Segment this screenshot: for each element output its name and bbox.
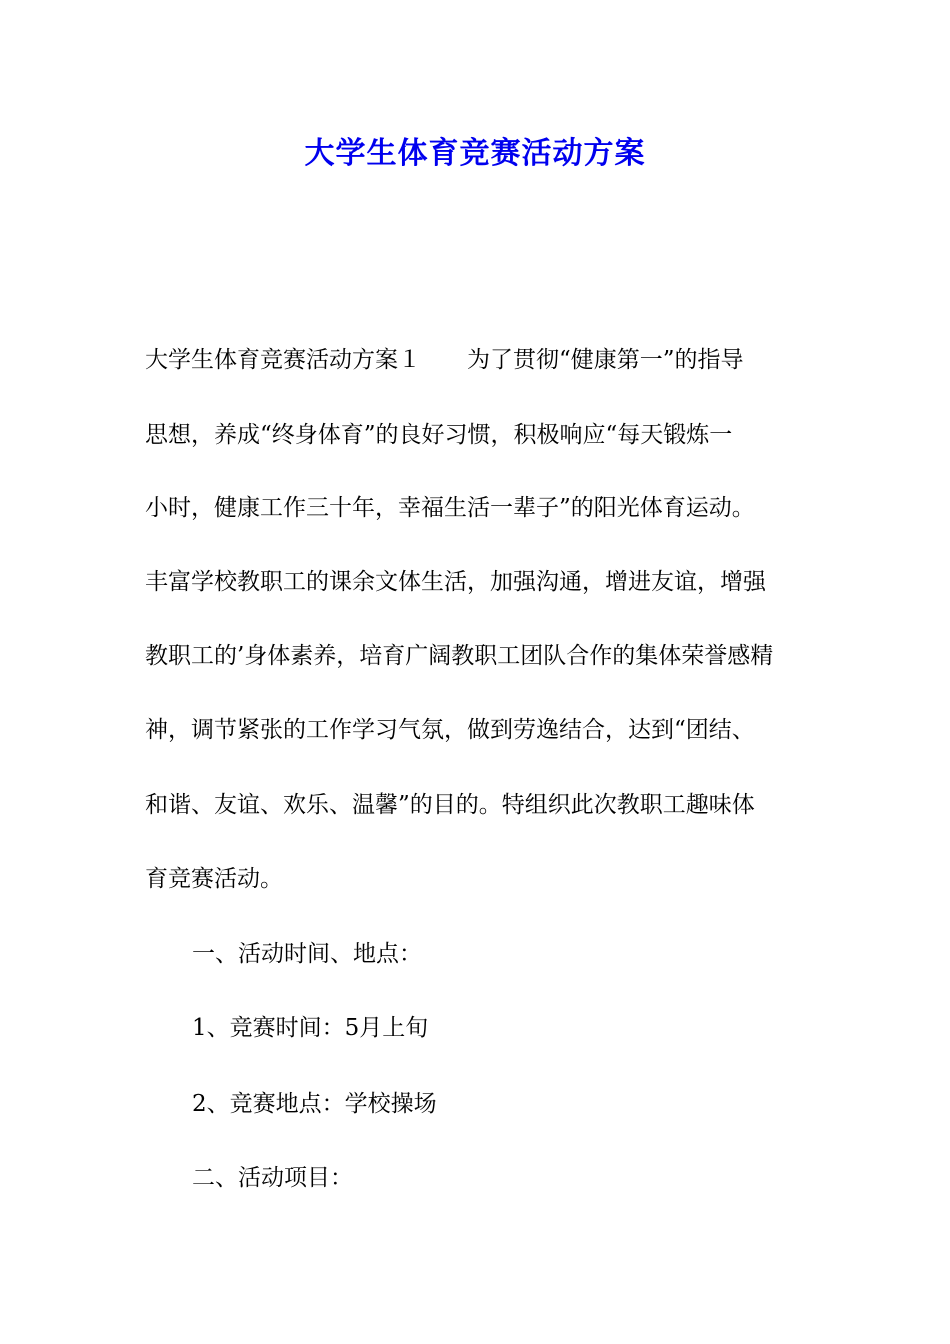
paragraph-line: 育竞赛活动。 [145,866,283,892]
paragraph-line: 神，调节紧张的工作学习气氛，做到劳逸结合，达到“团结、 [145,717,755,743]
paragraph-line: 小时，健康工作三十年，幸福生活一辈子”的阳光体育运动。 [145,495,755,521]
paragraph-line: 丰富学校教职工的课余文体生活，加强沟通，增进友谊，增强 [145,569,766,595]
document-title: 大学生体育竞赛活动方案 [304,136,646,171]
paragraph-line: 大学生体育竞赛活动方案１ 为了贯彻“健康第一”的指导 [145,347,744,373]
paragraph-line: 教职工的’身体素养，培育广阔教职工团队合作的集体荣誉感精 [145,643,774,669]
paragraph-line: 思想，养成“终身体育”的良好习惯，积极响应“每天锻炼一 [145,422,733,448]
list-item-competition-place: 2、竞赛地点：学校操场 [192,1091,437,1117]
list-item-competition-time: 1、竞赛时间：5月上旬 [192,1015,429,1041]
paragraph-line: 和谐、友谊、欢乐、温馨”的目的。特组织此次教职工趣味体 [145,792,755,818]
section-heading-time-place: 一、活动时间、地点： [192,941,422,967]
section-heading-activities: 二、活动项目： [192,1165,353,1191]
